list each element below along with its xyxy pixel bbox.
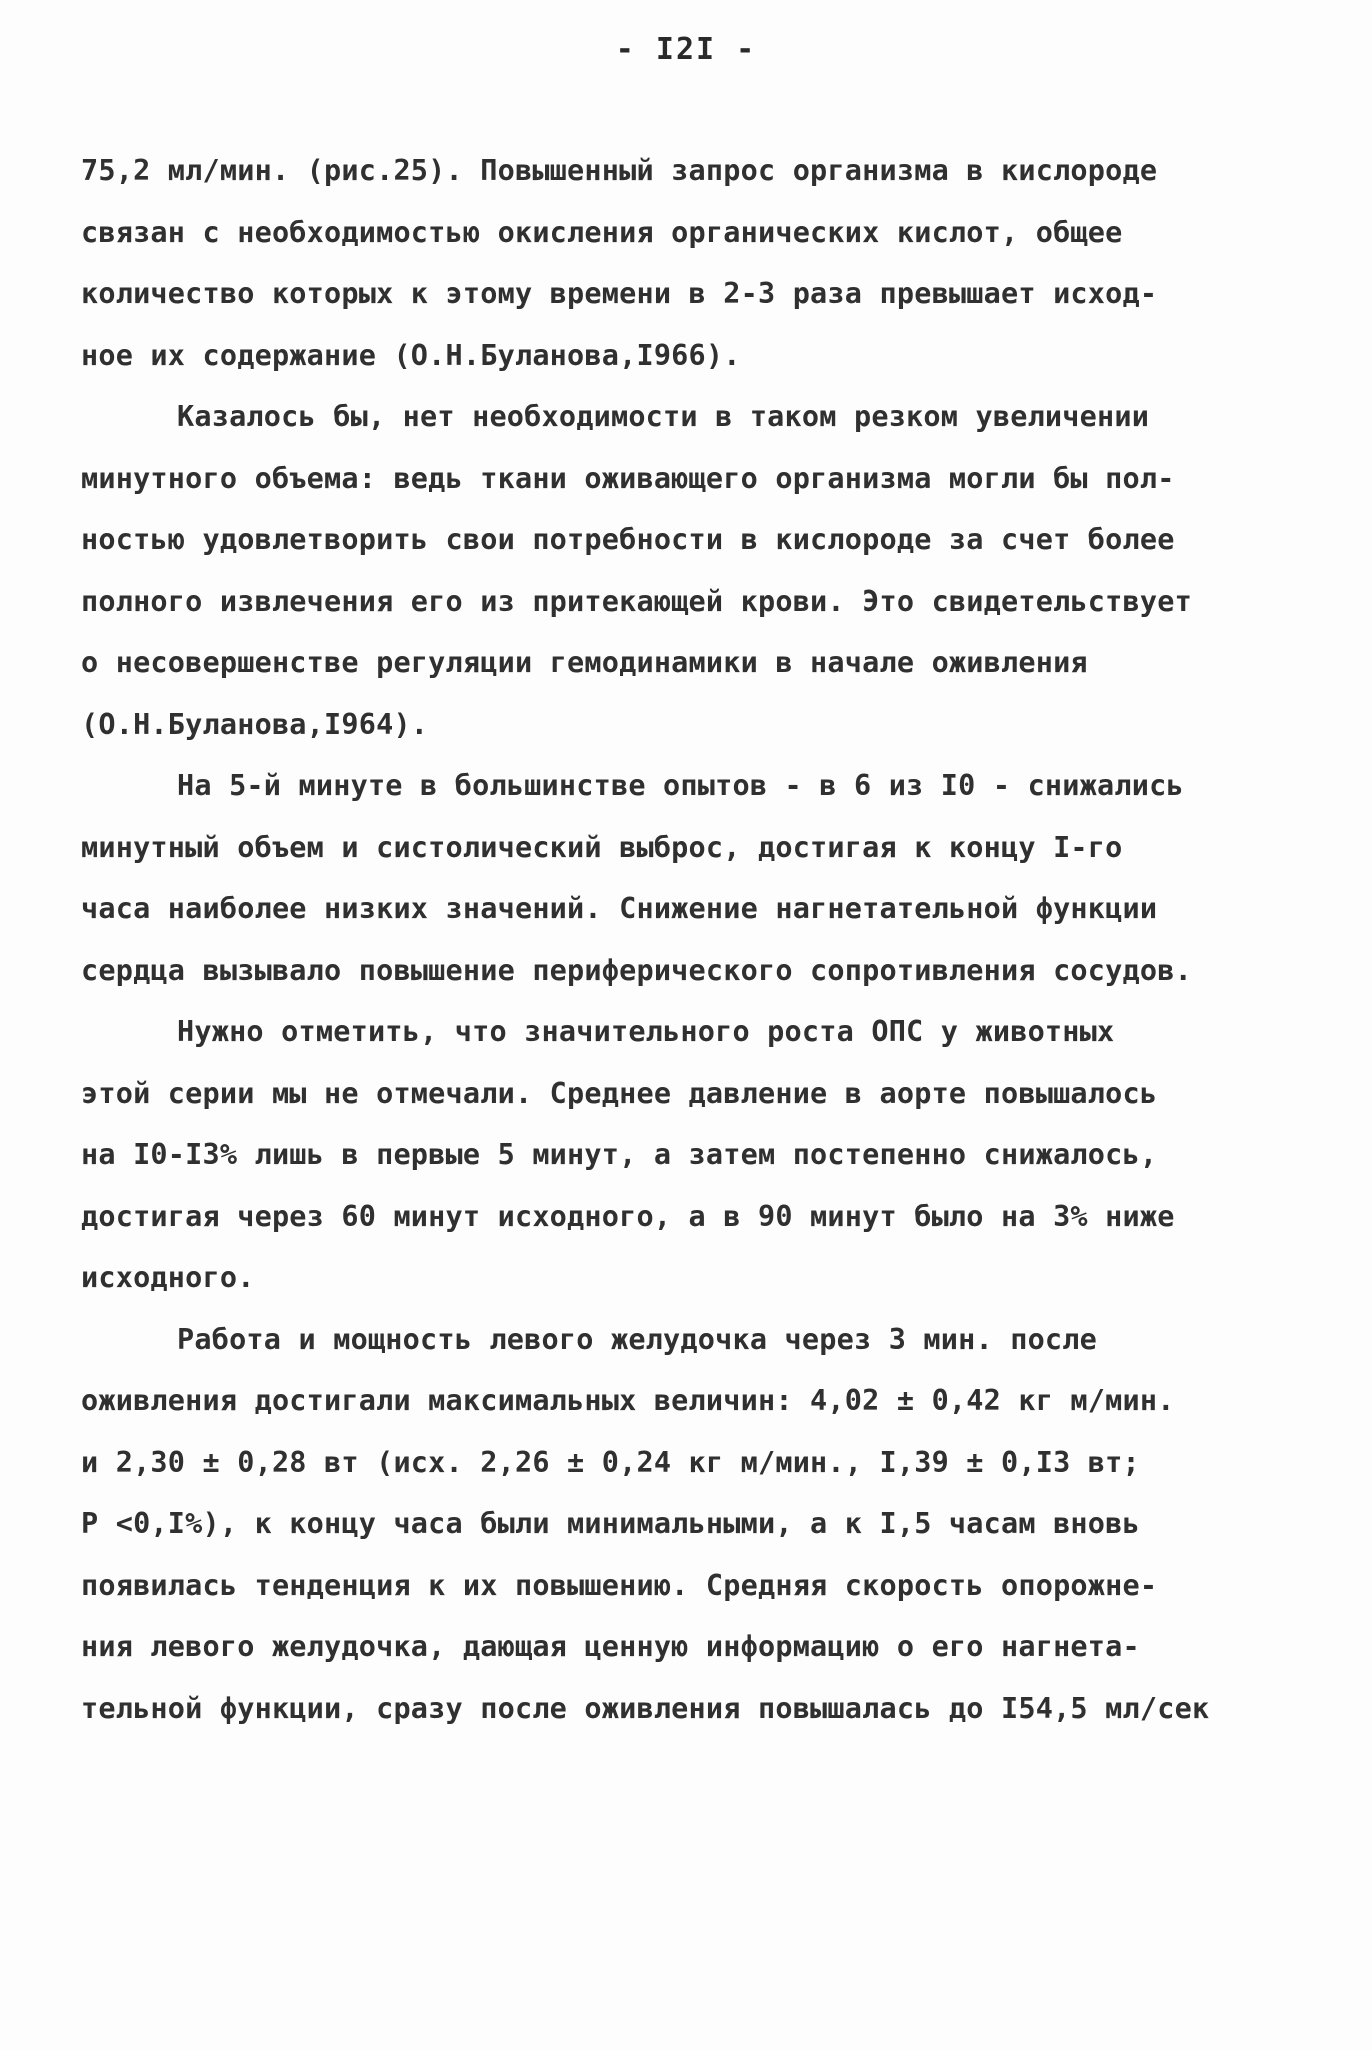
text-line: тельной функции, сразу после оживления повышалась до I54,5 мл/сек bbox=[81, 1691, 1210, 1725]
text-line: ния левого желудочка, дающая ценную информацию о его нагнета- bbox=[81, 1630, 1140, 1663]
text-line: этой серии мы не отмечали. Среднее давление в аорте повышалось bbox=[81, 1076, 1158, 1110]
text-line: минутного объема: ведь ткани оживающего организма могли бы пол- bbox=[81, 461, 1175, 495]
text-line: оживления достигали максимальных величин: 4,02 ± 0,42 кг м/мин. bbox=[81, 1384, 1175, 1417]
paragraph-start-line: На 5-й минуте в большинстве опытов - в 6 из I0 - снижались bbox=[177, 769, 1184, 802]
text-line: исходного. bbox=[81, 1261, 255, 1294]
text-line: полного извлечения его из притекающей крови. Это свидетельствует bbox=[81, 584, 1192, 618]
paragraph-start-line: Работа и мощность левого желудочка через 3 мин. после bbox=[177, 1322, 1097, 1356]
text-line: 75,2 мл/мин. (рис.25). Повышенный запрос организма в кислороде bbox=[81, 154, 1158, 187]
text-line: ное их содержание (О.Н.Буланова,I966). bbox=[81, 338, 741, 372]
text-line: часа наиболее низких значений. Снижение нагнетательной функции bbox=[81, 892, 1158, 925]
text-line: связан с необходимостью окисления органических кислот, общее bbox=[81, 215, 1123, 249]
text-line: достигая через 60 минут исходного, а в 90 минут было на 3% ниже bbox=[81, 1199, 1175, 1233]
text-line: сердца вызывало повышение периферического сопротивления сосудов. bbox=[81, 953, 1192, 987]
paragraph-start-line: Нужно отметить, что значительного роста ОПС у животных bbox=[177, 1015, 1115, 1048]
body-text bbox=[81, 140, 1321, 1739]
text-line: и 2,30 ± 0,28 вт (исх. 2,26 ± 0,24 кг м/мин., I,39 ± 0,I3 вт; bbox=[81, 1445, 1140, 1479]
text-line: о несовершенстве регуляции гемодинамики в начале оживления bbox=[81, 646, 1088, 679]
text-line: ностью удовлетворить свои потребности в кислороде за счет более bbox=[81, 523, 1175, 556]
text-line: появилась тенденция к их повышению. Средняя скорость опорожне- bbox=[81, 1568, 1158, 1602]
text-line: P <0,I%), к концу часа были минимальными, а к I,5 часам вновь bbox=[81, 1507, 1140, 1540]
text-line: количество которых к этому времени в 2-3 раза превышает исход- bbox=[81, 277, 1158, 310]
page-number: - I2I - bbox=[615, 32, 757, 67]
text-line: (О.Н.Буланова,I964). bbox=[81, 707, 429, 741]
text-line: минутный объем и систолический выброс, достигая к концу I-го bbox=[81, 830, 1123, 864]
text-line: на I0-I3% лишь в первые 5 минут, а затем постепенно снижалось, bbox=[81, 1138, 1158, 1171]
paragraph-start-line: Казалось бы, нет необходимости в таком резком увеличении bbox=[177, 400, 1150, 433]
